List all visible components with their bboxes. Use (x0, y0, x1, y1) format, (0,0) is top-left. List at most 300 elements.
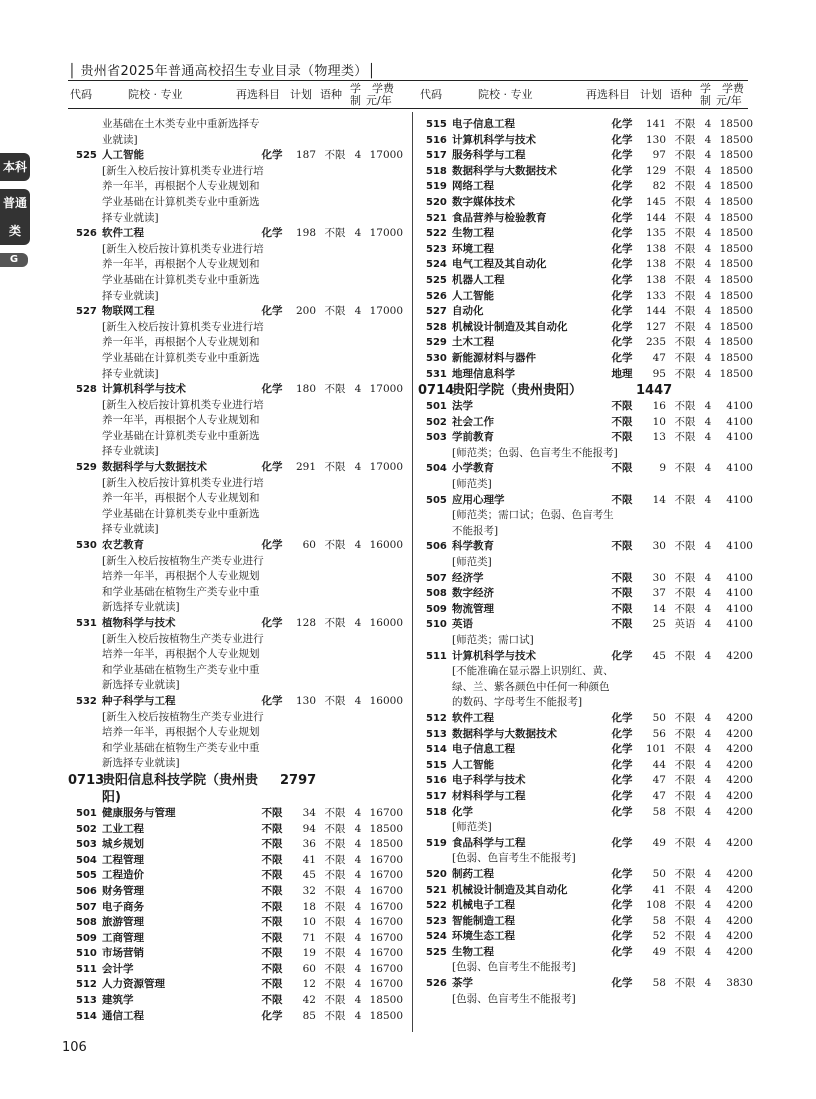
table-row (418, 758, 758, 774)
row-years: 4 (354, 947, 362, 960)
hdr-school: 院校 · 专业 (478, 88, 533, 101)
row-subject: 不限 (611, 571, 633, 584)
row-note-text: [不能准确在显示器上识别红、黄、 (452, 665, 614, 678)
row-language: 不限 (324, 994, 346, 1007)
row-note (68, 600, 408, 616)
side-tab-ptl: 普通类 (0, 189, 30, 245)
row-language: 不限 (324, 822, 346, 835)
row-code: 522 (426, 228, 447, 240)
table-row (68, 837, 408, 853)
row-code: 521 (426, 212, 447, 224)
row-major-name: 建筑学 (102, 994, 134, 1007)
row-note-text: 培养一年半，再根据个人专业规划 (102, 570, 260, 583)
row-years: 4 (704, 977, 712, 990)
row-major-name: 计算机科学与技术 (452, 649, 536, 662)
row-plan: 56 (652, 727, 666, 740)
row-fee: 4200 (726, 743, 753, 756)
row-note-text: 养一年半，再根据个人专业规划和 (102, 492, 260, 505)
institution-name: 贵阳信息科技学院（贵州贵 (102, 772, 259, 788)
row-years: 4 (354, 694, 362, 707)
row-years: 4 (704, 320, 712, 333)
row-note-text: [色弱、色盲考生不能报考] (452, 992, 576, 1005)
row-fee: 17000 (369, 149, 403, 162)
table-row (418, 727, 758, 743)
row-language: 不限 (324, 461, 346, 474)
row-fee: 4100 (726, 602, 753, 615)
row-major-name: 植物科学与技术 (102, 617, 176, 629)
header-rule-bottom (68, 108, 748, 109)
table-row (418, 914, 758, 930)
row-note-text: 的数码、字母考生不能报考] (452, 696, 583, 709)
row-major-name: 茶学 (452, 977, 473, 990)
row-subject: 不限 (261, 806, 283, 819)
row-major-name: 电子信息工程 (452, 118, 515, 130)
row-subject: 化学 (261, 539, 283, 552)
row-years: 4 (704, 540, 712, 553)
row-code: 518 (426, 806, 447, 818)
row-fee: 18500 (369, 1009, 403, 1022)
row-major-name: 电子科学与技术 (452, 774, 526, 787)
row-note (68, 289, 408, 305)
row-code: 521 (426, 884, 447, 896)
row-code: 517 (426, 790, 447, 802)
table-row (68, 460, 408, 476)
row-language: 不限 (674, 945, 696, 958)
row-years: 4 (704, 930, 712, 943)
row-plan: 10 (302, 916, 316, 929)
row-code: 514 (76, 1010, 97, 1022)
row-major-name: 环境工程 (452, 242, 494, 255)
row-subject: 化学 (611, 758, 633, 771)
row-fee: 18500 (719, 320, 753, 333)
row-plan: 47 (652, 789, 666, 802)
row-code: 505 (76, 870, 97, 882)
table-row (68, 884, 408, 900)
row-fee: 18500 (369, 994, 403, 1007)
table-row (68, 694, 408, 710)
row-major-name: 社会工作 (452, 415, 494, 428)
column-header-left (68, 82, 408, 108)
row-years: 4 (704, 883, 712, 896)
row-code: 531 (426, 368, 447, 380)
row-note (418, 446, 758, 462)
row-note (68, 117, 408, 133)
row-major-name: 工程造价 (102, 869, 144, 882)
table-row (418, 883, 758, 899)
row-fee: 18500 (719, 195, 753, 208)
row-language: 不限 (674, 133, 696, 146)
hdr-school: 院校 · 专业 (128, 88, 183, 101)
row-subject: 化学 (611, 774, 633, 787)
row-years: 4 (704, 242, 712, 255)
row-code: 507 (426, 572, 447, 584)
row-plan: 144 (645, 305, 666, 318)
row-subject: 不限 (261, 931, 283, 944)
page-title: │ 贵州省2025年普通高校招生专业目录（物理类）│ (68, 64, 376, 79)
row-note (68, 444, 408, 460)
row-language: 不限 (674, 774, 696, 787)
row-note-text: 学业基础在计算机类专业中重新选 (102, 273, 260, 286)
row-fee: 4100 (726, 462, 753, 475)
row-note (68, 133, 408, 149)
row-plan: 36 (302, 838, 316, 851)
row-years: 4 (704, 493, 712, 506)
row-note (68, 632, 408, 648)
row-major-name: 数字经济 (452, 587, 494, 600)
row-language: 不限 (324, 853, 346, 866)
institution-name-cont: 阳) (102, 789, 121, 805)
hdr-subject: 再选科目 (586, 88, 630, 101)
row-code: 513 (76, 995, 97, 1007)
row-fee: 4200 (726, 789, 753, 802)
row-subject: 不限 (261, 822, 283, 835)
row-subject: 化学 (261, 617, 283, 629)
hdr-plan: 计划 (290, 88, 312, 101)
table-row (418, 133, 758, 149)
table-row (418, 929, 758, 945)
row-note-text: 择专业就读] (102, 211, 159, 224)
row-years: 4 (354, 962, 362, 975)
table-row (68, 822, 408, 838)
row-years: 4 (704, 774, 712, 787)
row-fee: 16700 (369, 884, 403, 897)
row-language: 不限 (674, 883, 696, 896)
row-note-text: 绿、兰、紫各颜色中任何一种颜色 (452, 680, 610, 693)
row-note (68, 367, 408, 383)
row-major-name: 经济学 (452, 571, 484, 584)
row-years: 4 (354, 978, 362, 991)
row-fee: 4100 (726, 571, 753, 584)
hdr-subject: 再选科目 (236, 88, 280, 101)
row-language: 不限 (674, 711, 696, 724)
row-language: 不限 (674, 727, 696, 740)
row-note (68, 195, 408, 211)
page-number: 106 (62, 1040, 87, 1055)
row-language: 不限 (674, 649, 696, 662)
row-plan: 60 (302, 962, 316, 975)
row-subject: 不限 (611, 540, 633, 553)
row-note (418, 664, 758, 680)
row-fee: 16000 (369, 694, 403, 707)
row-major-name: 学前教育 (452, 431, 494, 444)
row-years: 4 (704, 211, 712, 224)
row-code: 522 (426, 900, 447, 912)
row-fee: 4100 (726, 493, 753, 506)
row-language: 不限 (674, 867, 696, 880)
row-fee: 4100 (726, 618, 753, 631)
row-plan: 30 (652, 540, 666, 553)
row-years: 4 (354, 539, 362, 552)
row-subject: 不限 (611, 462, 633, 475)
row-note-text: 养一年半，再根据个人专业规划和 (102, 414, 260, 427)
row-note-text: [新生入校后按植物生产类专业进行 (102, 632, 264, 645)
row-code: 508 (426, 588, 447, 600)
row-code: 506 (76, 885, 97, 897)
row-major-name: 网络工程 (452, 180, 494, 193)
row-plan: 95 (652, 367, 666, 380)
row-plan: 129 (645, 164, 666, 177)
row-note-text: 不能报考] (452, 524, 499, 537)
row-code: 532 (76, 695, 97, 707)
institution-row-cont (68, 789, 408, 806)
row-language: 不限 (674, 149, 696, 162)
row-code: 520 (426, 868, 447, 880)
table-row (418, 179, 758, 195)
row-subject: 化学 (611, 867, 633, 880)
table-row (68, 853, 408, 869)
row-plan: 127 (645, 320, 666, 333)
row-note (68, 320, 408, 336)
row-code: 514 (426, 744, 447, 756)
row-code: 530 (76, 540, 97, 552)
row-note (68, 398, 408, 414)
table-row (418, 289, 758, 305)
row-code: 529 (76, 462, 97, 474)
row-major-name: 人工智能 (452, 289, 494, 302)
row-major-name: 科学教育 (452, 540, 494, 553)
row-fee: 4200 (726, 914, 753, 927)
table-row (418, 773, 758, 789)
row-plan: 133 (645, 289, 666, 302)
row-code: 511 (76, 963, 97, 975)
row-language: 不限 (674, 977, 696, 990)
row-subject: 不限 (261, 869, 283, 882)
row-plan: 42 (302, 994, 316, 1007)
row-note (68, 710, 408, 726)
table-row (68, 226, 408, 242)
row-fee: 17000 (369, 461, 403, 474)
row-note (68, 413, 408, 429)
row-code: 528 (426, 321, 447, 333)
row-fee: 18500 (719, 211, 753, 224)
row-major-name: 制药工程 (452, 867, 494, 880)
row-note (418, 960, 758, 976)
column-header-right (418, 82, 758, 108)
row-fee: 18500 (719, 351, 753, 364)
row-subject: 不限 (611, 587, 633, 600)
row-subject: 化学 (611, 711, 633, 724)
row-code: 528 (76, 384, 97, 396)
row-major-name: 人工智能 (452, 758, 494, 771)
row-fee: 18500 (719, 273, 753, 286)
row-subject: 不限 (261, 962, 283, 975)
row-major-name: 土木工程 (452, 336, 494, 349)
row-subject: 化学 (611, 649, 633, 662)
table-row (418, 242, 758, 258)
row-years: 4 (354, 931, 362, 944)
table-row (68, 538, 408, 554)
row-subject: 化学 (611, 273, 633, 286)
row-subject: 不限 (611, 602, 633, 615)
row-plan: 13 (652, 431, 666, 444)
row-code: 518 (426, 165, 447, 177)
row-code: 512 (426, 712, 447, 724)
row-years: 4 (704, 351, 712, 364)
row-note (418, 633, 758, 649)
row-plan: 58 (652, 805, 666, 818)
row-language: 不限 (324, 539, 346, 552)
row-subject: 化学 (611, 914, 633, 927)
row-fee: 4200 (726, 758, 753, 771)
row-note (68, 491, 408, 507)
row-plan: 145 (645, 195, 666, 208)
row-language: 不限 (324, 838, 346, 851)
row-fee: 17000 (369, 305, 403, 318)
row-years: 4 (354, 900, 362, 913)
row-fee: 17000 (369, 227, 403, 240)
row-code: 526 (426, 290, 447, 302)
table-row (418, 742, 758, 758)
row-language: 不限 (674, 305, 696, 318)
row-years: 4 (704, 758, 712, 771)
row-language: 不限 (674, 493, 696, 506)
row-note-text: 学业基础在计算机类专业中重新选 (102, 429, 260, 442)
table-row (68, 382, 408, 398)
row-plan: 144 (645, 211, 666, 224)
row-note-text: 新选择专业就读] (102, 601, 180, 614)
table-row (418, 898, 758, 914)
row-language: 不限 (674, 540, 696, 553)
row-major-name: 软件工程 (102, 227, 144, 240)
row-note (418, 820, 758, 836)
row-note-text: [师范类] (452, 821, 492, 834)
row-note (68, 647, 408, 663)
row-major-name: 电子信息工程 (452, 743, 515, 756)
table-row (418, 415, 758, 431)
row-years: 4 (704, 258, 712, 271)
row-fee: 4200 (726, 930, 753, 943)
table-row (418, 226, 758, 242)
row-years: 4 (354, 916, 362, 929)
row-language: 不限 (674, 602, 696, 615)
row-code: 525 (426, 946, 447, 958)
row-plan: 30 (652, 571, 666, 584)
row-code: 525 (76, 150, 97, 162)
row-plan: 58 (652, 914, 666, 927)
row-years: 4 (704, 180, 712, 193)
row-note-text: [师范类] (452, 556, 492, 569)
row-subject: 不限 (261, 947, 283, 960)
row-language: 不限 (674, 195, 696, 208)
row-major-name: 电子商务 (102, 900, 144, 913)
row-fee: 18500 (719, 336, 753, 349)
row-plan: 130 (645, 133, 666, 146)
row-language: 不限 (674, 914, 696, 927)
row-code: 510 (426, 619, 447, 631)
row-fee: 18500 (719, 258, 753, 271)
table-row (68, 304, 408, 320)
row-years: 4 (704, 602, 712, 615)
row-code: 519 (426, 181, 447, 193)
row-major-name: 生物工程 (452, 227, 494, 240)
row-note (68, 179, 408, 195)
row-subject: 化学 (611, 305, 633, 318)
row-subject: 化学 (611, 743, 633, 756)
row-code: 527 (426, 306, 447, 318)
row-code: 508 (76, 917, 97, 929)
row-plan: 14 (652, 493, 666, 506)
row-code: 502 (426, 416, 447, 428)
row-years: 4 (704, 945, 712, 958)
table-row (68, 1009, 408, 1025)
row-years: 4 (354, 838, 362, 851)
row-code: 509 (76, 932, 97, 944)
row-subject: 不限 (611, 431, 633, 444)
institution-plan: 1447 (636, 383, 673, 399)
row-language: 不限 (674, 587, 696, 600)
row-subject: 化学 (611, 211, 633, 224)
row-years: 4 (704, 587, 712, 600)
row-subject: 化学 (261, 149, 283, 162)
row-major-name: 通信工程 (102, 1009, 144, 1022)
row-fee: 4200 (726, 711, 753, 724)
row-code: 516 (426, 775, 447, 787)
row-years: 4 (704, 899, 712, 912)
row-language: 不限 (674, 789, 696, 802)
table-row (418, 836, 758, 852)
hdr-xz1: 学 (350, 82, 361, 95)
row-code: 513 (426, 728, 447, 740)
row-plan: 19 (302, 947, 316, 960)
row-years: 4 (704, 149, 712, 162)
hdr-fee2: 元/年 (716, 94, 742, 107)
row-code: 503 (426, 432, 447, 444)
row-note (68, 351, 408, 367)
row-language: 不限 (324, 1009, 346, 1022)
row-major-name: 食品科学与工程 (452, 836, 526, 849)
row-fee: 18500 (719, 242, 753, 255)
row-note (68, 663, 408, 679)
row-language: 不限 (324, 978, 346, 991)
row-major-name: 应用心理学 (452, 493, 505, 506)
row-code: 526 (426, 978, 447, 990)
table-row (68, 616, 408, 632)
row-subject: 不限 (261, 916, 283, 929)
row-note-text: 培养一年半，再根据个人专业规划 (102, 726, 260, 739)
row-language: 不限 (674, 118, 696, 130)
hdr-fee2: 元/年 (366, 94, 392, 107)
row-years: 4 (354, 461, 362, 474)
row-note (68, 429, 408, 445)
row-fee: 18500 (719, 180, 753, 193)
institution-row (418, 382, 758, 399)
row-note (68, 507, 408, 523)
hdr-fee1: 学费 (722, 82, 744, 95)
row-subject: 化学 (611, 195, 633, 208)
row-fee: 16000 (369, 539, 403, 552)
row-fee: 4200 (726, 727, 753, 740)
row-plan: 25 (652, 618, 666, 631)
row-fee: 4100 (726, 587, 753, 600)
row-note (68, 242, 408, 258)
hdr-lang: 语种 (320, 88, 342, 101)
row-note-text: [新生入校后按计算机类专业进行培 (102, 476, 264, 489)
row-years: 4 (704, 289, 712, 302)
table-row (418, 976, 758, 992)
row-language: 不限 (324, 227, 346, 240)
row-language: 不限 (324, 305, 346, 318)
table-row (418, 164, 758, 180)
row-language: 不限 (674, 180, 696, 193)
table-row (418, 711, 758, 727)
row-subject: 化学 (611, 836, 633, 849)
row-plan: 85 (302, 1009, 316, 1022)
table-row (68, 946, 408, 962)
row-code: 526 (76, 228, 97, 240)
row-language: 不限 (674, 164, 696, 177)
row-plan: 41 (652, 883, 666, 896)
row-note-text: 学业基础在计算机类专业中重新选 (102, 195, 260, 208)
